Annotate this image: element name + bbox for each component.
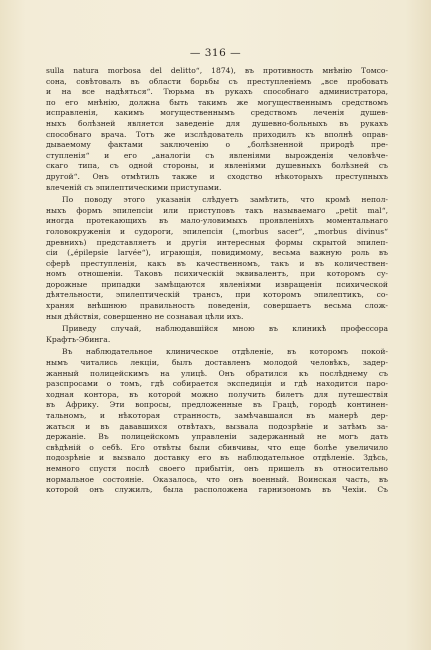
paragraph-4	[46, 347, 388, 495]
text-line: дываемому фактами заключенію о „болѣзненной природѣ пре-	[46, 140, 388, 150]
text-line: ступленія“ и его „аналогіи съ явленіями вырожденія человѣче-	[46, 150, 388, 160]
text-line: другой“. Онъ отмѣтилъ также и сходство нѣкоторыхъ преступныхъ	[46, 171, 388, 181]
text-line: головокруженія и судороги, эпилепсія („morbus sacer“, „morbus divinus“	[46, 226, 388, 236]
text-line: дорожные припадки замѣщаются явленіями извращенія психической	[46, 279, 388, 289]
text-line: и на все надѣяться“. Тюрьма въ рукахъ способнаго администратора,	[46, 87, 388, 97]
text-line: дѣятельности, эпилептическій трансъ, при которомъ эпилептикъ, со-	[46, 290, 388, 300]
text-line: сона, совѣтовалъ въ области борьбы съ преступленіемъ „все пробовать	[46, 76, 388, 86]
text-line: немного спустя послѣ своего прибытія, онъ пришелъ въ относительно	[46, 463, 388, 473]
text-line: sulla natura morbosa del delitto“, 1874), въ противность мнѣнію Томсо-	[46, 66, 388, 75]
text-line: ныхъ формъ эпилепсіи или приступовъ такъ называемаго „petit mal“,	[46, 205, 388, 215]
paragraph-1	[46, 66, 388, 193]
body-text	[46, 66, 388, 496]
text-line: скаго типа, съ одной стороны, и явленіями душевныхъ болѣзней съ	[46, 161, 388, 171]
paragraph-3	[46, 324, 388, 345]
text-line: влеченій съ эпилептическими приступами.	[46, 182, 222, 192]
text-line: По поводу этого указанія слѣдуетъ замѣтить, что кромѣ непол-	[62, 195, 388, 205]
text-line: по его мнѣнію, должна быть такимъ же могущественнымъ средствомъ	[46, 97, 388, 107]
paragraph-2	[46, 195, 388, 322]
text-line: въ Африку. Эти вопросы, предложенные въ Грацѣ, городѣ континен-	[46, 400, 388, 410]
text-line: подозрѣніе и вызвало доставку его въ наблюдательное отдѣленіе. Здѣсь,	[46, 453, 388, 463]
text-line: которой онъ служилъ, была расположена гарнизономъ въ Чехіи. Съ	[46, 485, 388, 495]
text-line: свѣдѣній о себѣ. Его отвѣты были сбивчивы, что еще болѣе увеличило	[46, 442, 388, 452]
text-line: исправленія, какимъ могущественнымъ средствомъ леченія душев-	[46, 108, 388, 118]
text-line: древнихъ) представляетъ и другія интересныя формы скрытой эпилеп-	[46, 237, 388, 247]
text-line: Приведу случай, наблюдавшійся мною въ клиникѣ профессора	[62, 324, 388, 334]
text-line: ходная контора, въ которой можно получить билетъ для путешествія	[46, 389, 388, 399]
text-line: ныя дѣйствія, совершенно не сознавая цѣли ихъ.	[46, 311, 244, 321]
page-number: — 316 —	[189, 47, 242, 59]
text-line: сіи („épilepsie larvée“), играющія, повидимому, весьма важную роль въ	[46, 248, 388, 258]
text-line: сферѣ преступленія, какъ въ качественномъ, такъ и въ количествен-	[46, 258, 388, 268]
text-line: ныхъ болѣзней является заведеніе для душевно-больныхъ въ рукахъ	[46, 118, 388, 128]
text-line: жаться и въ дававшихся отвѣтахъ, вызвала подозрѣніе и затѣмъ за-	[46, 421, 388, 431]
text-line: Крафтъ-Эбинга.	[46, 334, 111, 344]
text-line: номъ отношеніи. Таковъ психическій эквивалентъ, при которомъ су-	[46, 269, 388, 279]
text-line: нымъ читались лекціи, былъ доставленъ молодой человѣкъ, задер-	[46, 358, 388, 368]
text-line: способнаго врача. Тотъ же изслѣдователь приходилъ къ вполнѣ оправ-	[46, 129, 388, 139]
text-line: держаніе. Въ полицейскомъ управленіи задержанный не могъ дать	[46, 432, 388, 442]
text-line: храняя внѣшнюю правильность поведенія, совершаетъ весьма слож-	[46, 301, 388, 311]
text-line: жанный полицейскимъ на улицѣ. Онъ обратился къ послѣднему съ	[46, 368, 388, 378]
text-line: иногда протекающихъ въ мало-уловимыхъ проявленіяхъ моментальнаго	[46, 216, 388, 226]
text-line: разспросами о томъ, гдѣ собирается экспедиція и гдѣ находится паро-	[46, 379, 388, 389]
text-line: тальномъ, и нѣкоторая странность, замѣчавшаяся въ манерѣ дер-	[46, 411, 388, 420]
text-line: нормальное состояніе. Оказалось, что онъ военный. Воинская часть, въ	[46, 474, 388, 484]
text-line: Въ наблюдательное клиническое отдѣленіе, въ которомъ покой-	[62, 347, 388, 357]
